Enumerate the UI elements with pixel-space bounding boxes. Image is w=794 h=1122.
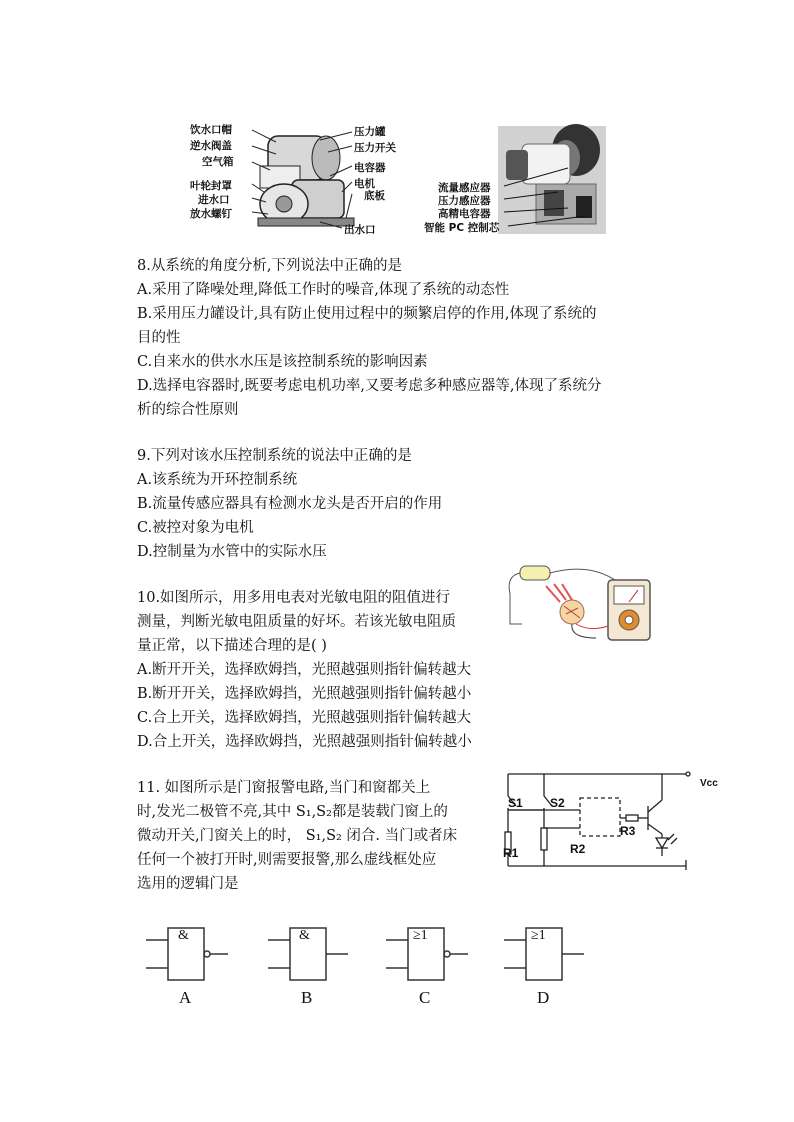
q11-stem-line4: 任何一个被打开时,则需要报警,那么虚线框处应 [137,852,437,868]
gate-b-function: & [299,928,310,943]
circuit-r1-label: R1 [503,846,519,860]
q8-option-b-line1: B.采用压力罐设计,具有防止使用过程中的频繁启停的作用,体现了系统的 [137,306,597,322]
q9-option-d: D.控制量为水管中的实际水压 [137,544,327,560]
sensor-label-4: 智能 PC 控制芯 [424,222,500,234]
q8-option-b-line2: 目的性 [137,330,181,346]
pump-label-left-2: 逆水阀盖 [190,140,232,152]
sensor-label-3: 高精电容器 [438,208,491,220]
q11-stem-line3: 微动开关,门窗关上的时， S₁,S₂ 闭合. 当门或者床 [137,828,458,844]
q10-stem-line3: 量正常，以下描述合理的是( ) [137,638,327,654]
circuit-s2-label: S2 [550,796,565,810]
pump-figure [180,118,410,240]
gate-c-function: ≥1 [413,928,428,943]
alarm-circuit [500,770,720,882]
q9-option-a: A.该系统为开环控制系统 [137,472,298,488]
pump-label-right-2: 压力开关 [354,142,396,154]
pump-label-left-3: 空气箱 [202,156,234,168]
pump-label-right-3: 电容器 [354,162,386,174]
pump-label-right-5: 底板 [364,190,385,202]
circuit-r3-label: R3 [620,824,636,838]
q9-stem: 9.下列对该水压控制系统的说法中正确的是 [137,448,412,464]
sensor-figure [424,120,608,238]
gate-d-letter: D [537,988,550,1007]
pump-label-left-5: 进水口 [198,194,230,206]
sensor-label-1: 流量感应器 [438,182,491,194]
q10-stem-line1: 10.如图所示，用多用电表对光敏电阻的阻值进行 [137,590,451,606]
q10-option-a: A.断开开关，选择欧姆挡，光照越强则指针偏转越大 [137,662,472,678]
pump-label-right-4: 电机 [354,178,375,190]
q9-option-c: C.被控对象为电机 [137,520,254,536]
gate-a-letter: A [179,988,192,1007]
q11-stem-line5: 选用的逻辑门是 [137,876,239,892]
q9-option-b: B.流量传感应器具有检测水龙头是否开启的作用 [137,496,443,512]
q11-stem-line1: 11. 如图所示是门窗报警电路,当门和窗都关上 [137,780,431,796]
q10-stem-line2: 测量，判断光敏电阻质量的好坏。若该光敏电阻质 [137,614,456,630]
circuit-s1-label: S1 [508,796,523,810]
q8-option-a: A.采用了降噪处理,降低工作时的噪音,体现了系统的动态性 [137,282,510,298]
circuit-r2-label: R2 [570,842,586,856]
pump-label-left-1: 饮水口帽 [190,124,232,136]
pump-label-left-6: 放水螺钉 [190,208,232,220]
pump-label-bottom: 出水口 [344,224,376,236]
multimeter-figure [500,558,658,644]
q8-option-c: C.自来水的供水水压是该控制系统的影响因素 [137,354,428,370]
pump-label-left-4: 叶轮封罩 [190,180,232,192]
gate-b-letter: B [301,988,313,1007]
gate-a-function: & [178,928,189,943]
q8-option-d-line2: 析的综合性原则 [137,402,239,418]
q10-option-d: D.合上开关，选择欧姆挡，光照越强则指针偏转越小 [137,734,472,750]
gate-c-letter: C [419,988,431,1007]
q10-option-b: B.断开开关，选择欧姆挡，光照越强则指针偏转越小 [137,686,472,702]
circuit-vcc-label: Vcc [700,778,718,789]
gate-d-function: ≥1 [531,928,546,943]
q8-option-d-line1: D.选择电容器时,既要考虑电机功率,又要考虑多种感应器等,体现了系统分 [137,378,602,394]
pump-label-right-1: 压力罐 [354,126,386,138]
sensor-label-2: 压力感应器 [438,195,491,207]
q11-stem-line2: 时,发光二极管不亮,其中 S₁,S₂都是装载门窗上的 [137,804,448,820]
q8-stem: 8.从系统的角度分析,下列说法中正确的是 [137,258,402,274]
q10-option-c: C.合上开关，选择欧姆挡，光照越强则指针偏转越大 [137,710,472,726]
